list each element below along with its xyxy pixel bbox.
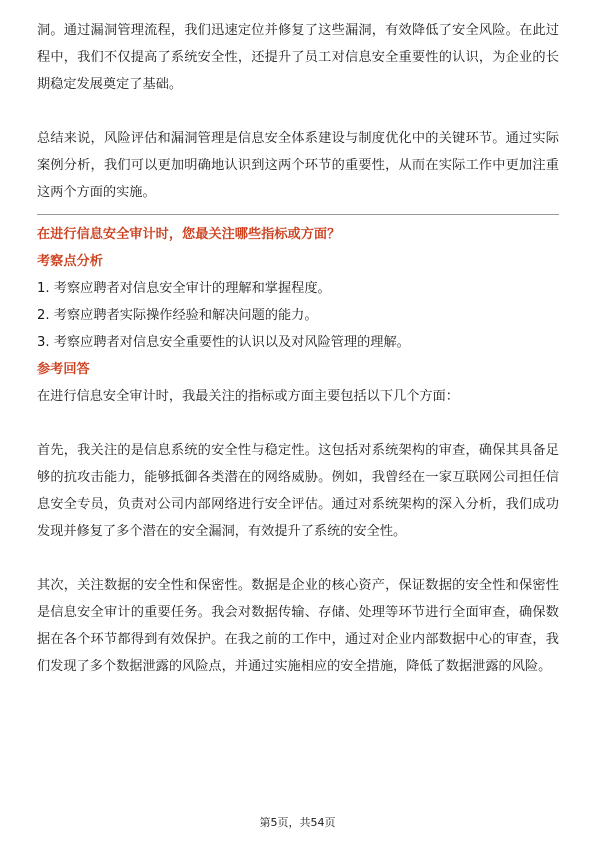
paragraph-summary: 总结来说，风险评估和漏洞管理是信息安全体系建设与制度优化中的关键环节。通过实际案例分析，我们可以更加明确地认识到这两个环节的重要性，从而在实际工作中更加注重这两个方面的实施。: [37, 131, 559, 200]
section-divider: [37, 214, 559, 215]
answer-paragraph-second: 其次，关注数据的安全性和保密性。数据是企业的核心资产，保证数据的安全性和保密性是信息安全审计的重要任务。我会对数据传输、存储、处理等环节进行全面审查，确保数据在各个环节都得到有效保护。在我之前的工作中，通过对企业内部数据中心的审查，我们发现了多个数据泄露的风险点，并通过实施相应的安全措施，降低了数据泄露的风险。: [37, 578, 559, 674]
paragraph-continuation: 洞。通过漏洞管理流程，我们迅速定位并修复了这些漏洞，有效降低了安全风险。在此过程中，我们不仅提高了系统安全性，还提升了员工对信息安全重要性的认识，为企业的长期稳定发展奠定了基础。: [37, 23, 559, 92]
analysis-item: 3. 考察应聘者对信息安全重要性的认识以及对风险管理的理解。: [37, 335, 410, 350]
answer-intro: 在进行信息安全审计时，我最关注的指标或方面主要包括以下几个方面：: [37, 389, 459, 404]
analysis-item: 1. 考察应聘者对信息安全审计的理解和掌握程度。: [37, 281, 331, 296]
analysis-heading: 考察点分析: [37, 254, 103, 269]
answer-heading: 参考回答: [37, 362, 90, 377]
page-number: 第5页，共54页: [259, 816, 336, 829]
document-page: [37, 0, 559, 680]
interview-question: 在进行信息安全审计时，您最关注哪些指标或方面？: [37, 227, 341, 242]
analysis-item: 2. 考察应聘者实际操作经验和解决问题的能力。: [37, 308, 318, 323]
answer-paragraph-first: 首先，我关注的是信息系统的安全性与稳定性。这包括对系统架构的审查，确保其具备足够的抗攻击能力，能够抵御各类潜在的网络威胁。例如，我曾经在一家互联网公司担任信息安全专员，负责对公司内部网络进行安全评估。通过对系统架构的深入分析，我们成功发现并修复了多个潜在的安全漏洞，有效提升了系统的安全性。: [37, 443, 559, 539]
